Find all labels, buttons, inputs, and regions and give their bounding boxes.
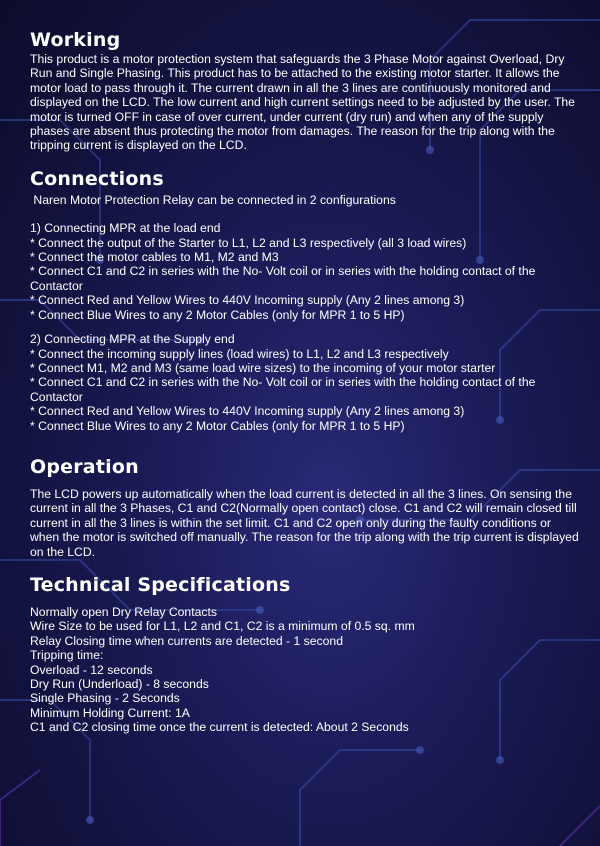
config2-item: * Connect the incoming supply lines (load wires) to L1, L2 and L3 respectively — [30, 346, 449, 361]
config1-item: * Connect the output of the Starter to L1, L2 and L3 respectively (all 3 load wires) — [30, 235, 467, 250]
config2-item: * Connect M1, M2 and M3 (same load wire sizes) to the incoming of your motor starter — [30, 360, 496, 375]
specs-heading: Technical Specifications — [30, 573, 291, 596]
config2-title: 2) Connecting MPR at the Supply end — [30, 332, 235, 347]
config1-item: * Connect Blue Wires to any 2 Motor Cables (only for MPR 1 to 5 HP) — [30, 307, 405, 322]
working-section — [30, 28, 580, 153]
connections-heading: Connections — [30, 167, 164, 190]
config1-item: * Connect C1 and C2 in series with the No- Volt coil or in series with the holding contact of the Contactor — [30, 264, 536, 293]
operation-heading: Operation — [30, 455, 139, 478]
spec-item: Tripping time: — [30, 648, 104, 663]
spec-item: Wire Size to be used for L1, L2 and C1, C2 is a minimum of 0.5 sq. mm — [30, 619, 415, 634]
config1-title: 1) Connecting MPR at the load end — [30, 221, 221, 236]
config2-item: * Connect C1 and C2 in series with the No- Volt coil or in series with the holding contact of the Contactor — [30, 375, 536, 404]
config2-item: * Connect Red and Yellow Wires to 440V Incoming supply (Any 2 lines among 3) — [30, 404, 465, 419]
spec-item: Relay Closing time when currents are detected - 1 second — [30, 633, 343, 648]
spec-item: Minimum Holding Current: 1A — [30, 705, 190, 720]
config1-item: * Connect the motor cables to M1, M2 and M3 — [30, 250, 279, 265]
connections-section — [30, 167, 580, 433]
spec-item: Normally open Dry Relay Contacts — [30, 604, 217, 619]
document-content — [30, 28, 580, 749]
operation-text: The LCD powers up automatically when the load current is detected in all the 3 lines. On sensing the current in all the 3 Phases, C1 and C2(Normally open contact) close. C1 and C2 will remain closed till current in all the 3 lines is within the set limit. C1 and C2 open only during the faulty conditions or when the motor is switched off manually. The reason for the trip along with the trip current is displayed on the LCD. — [30, 486, 579, 559]
operation-section — [30, 455, 580, 559]
config1-item: * Connect Red and Yellow Wires to 440V Incoming supply (Any 2 lines among 3) — [30, 293, 465, 308]
config2-item: * Connect Blue Wires to any 2 Motor Cables (only for MPR 1 to 5 HP) — [30, 418, 405, 433]
spec-item: Dry Run (Underload) - 8 seconds — [30, 677, 209, 691]
specs-section — [30, 573, 580, 735]
spec-item: C1 and C2 closing time once the current is detected: About 2 Seconds — [30, 720, 409, 735]
connections-intro: Naren Motor Protection Relay can be connected in 2 configurations — [30, 192, 396, 207]
working-text: This product is a motor protection system that safeguards the 3 Phase Motor against Overload, Dry Run and Single Phasing. This product has to be attached to the existing motor starter. It allows the motor load to pass through it. The current drawn in all the 3 lines are continuously monitored and displayed on the LCD. The low current and high current settings need to be adjusted by the user. The motor is turned OFF in case of over current, under current (dry run) and when any of the supply phases are absent thus protecting the motor from damages. The reason for the trip along with the tripping current is displayed on the LCD. — [30, 52, 575, 153]
working-heading: Working — [30, 29, 121, 51]
spec-item: Single Phasing - 2 Seconds — [30, 691, 180, 706]
spec-item: Overload - 12 seconds — [30, 662, 153, 677]
